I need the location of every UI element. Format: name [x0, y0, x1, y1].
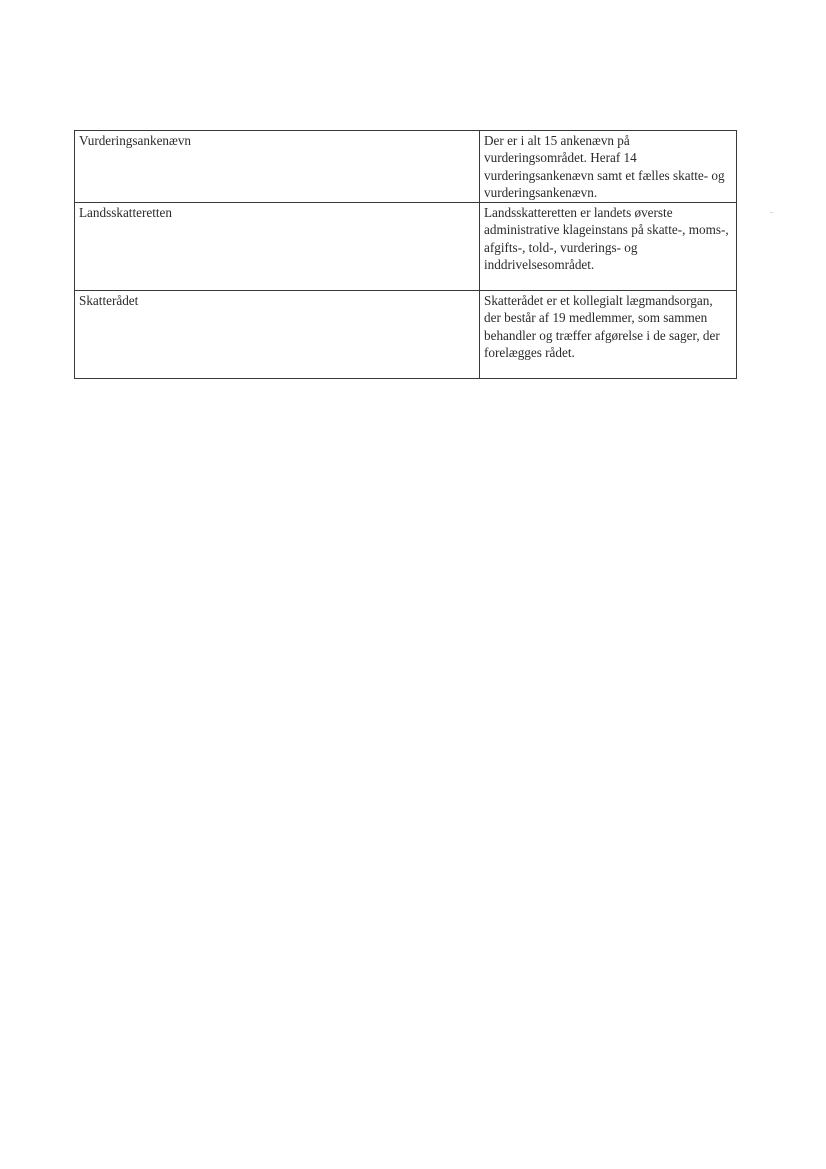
authority-description: Landsskatteretten er landets øverste administrative klageinstans på skatte-, moms-, afgifts-, told-, vurderings- og inddrivelsesområdet. [484, 205, 729, 273]
authority-name: Landsskatteretten [79, 205, 173, 220]
authority-description: Skatterådet er et kollegialt lægmandsorgan, der består af 19 medlemmer, som sammen behandler og træffer afgørelse i de sager, der forelægges rådet. [484, 293, 720, 361]
authority-description-cell [480, 291, 737, 379]
authority-name: Vurderingsankenævn [79, 133, 192, 148]
authority-description-cell [480, 131, 737, 203]
authority-table [74, 130, 737, 379]
authority-description: Der er i alt 15 ankenævn på vurderingsområdet. Heraf 14 vurderingsankenævn samt et fælles skatte- og vurderingsankenævn. [484, 133, 725, 201]
authority-description-cell [480, 203, 737, 291]
authority-name-cell [75, 291, 480, 379]
table-row [75, 291, 737, 379]
table-row [75, 131, 737, 203]
table-row [75, 203, 737, 291]
scan-mark [770, 212, 773, 213]
authority-name: Skatterådet [79, 293, 139, 308]
authority-name-cell [75, 203, 480, 291]
authority-name-cell [75, 131, 480, 203]
